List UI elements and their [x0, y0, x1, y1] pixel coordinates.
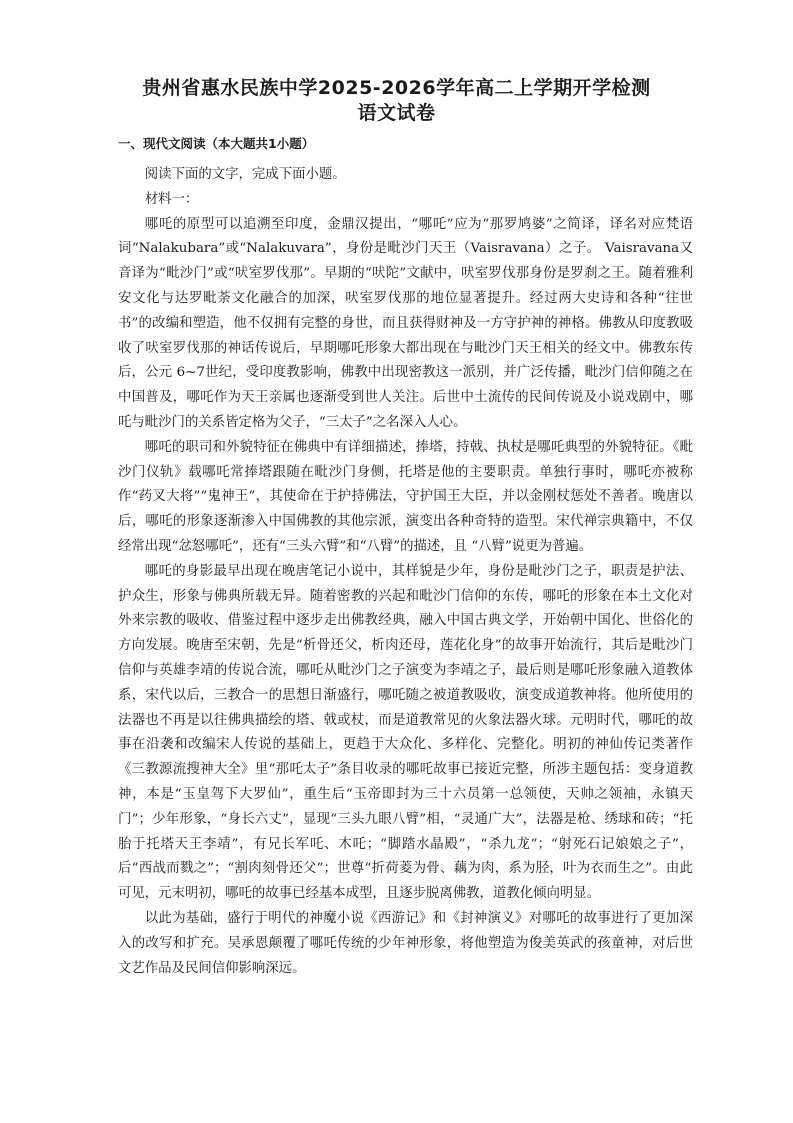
- instruction-paragraph: 阅读下面的文字，完成下面小题。: [144, 167, 346, 182]
- exam-title-line-1: 贵州省惠水民族中学2025-2026学年高二上学期开学检测: [142, 77, 651, 99]
- passage-paragraph-4: 以此为基础，盛行于明代的神魔小说《西游记》和《封神演义》对哪吒的故事进行了更加深入的改写和扩充。吴承恩颠覆了哪吒传统的少年神形象，将他塑造为俊美英武的孩童神，对后世文艺作品及民间信仰影响深远。: [118, 910, 693, 976]
- section-heading: 一、现代文阅读（本大题共1小题）: [118, 136, 315, 151]
- passage-paragraph-2: 哪吒的职司和外貌特征在佛典中有详细描述，捧塔，持戟、执杖是哪吒典型的外貌特征。《毗沙门仪轨》载哪吒常捧塔跟随在毗沙门身侧，托塔是他的主要职责。单独行事时，哪吒亦被称作“药叉大将”“鬼神王”，其使命在于护持佛法，守护国王大臣，并以金刚杖惩处不善者。晚唐以后，哪吒的形象逐渐渗入中国佛教的其他宗派，演变出各种奇特的造型。宋代禅宗典籍中，不仅经常出现“忿怒哪吒”，还有“三头六臂”和“八臂”的描述，且 “八臂”说更为普遍。: [118, 439, 693, 554]
- passage-paragraph-1: 哪吒的原型可以追溯至印度，金鼎汉提出，“哪吒”应为“那罗鸠婆”之简译，译名对应梵语词“Nalakubara”或“Nalakuvara”，身份是毗沙门天王（Vaisravana）之子。 Vaisravana又音译为“毗沙门”或“吠室罗伐那”。早期的“吠陀”文献中，吠室罗伐那身份是罗刹之王。随着雅利安文化与达罗毗荼文化融合的加深，吠室罗伐那的地位显著提升。经过两大史诗和各种“往世书”的改编和塑造，他不仅拥有完整的身世，而且获得财神及一方守护神的神格。佛教从印度教吸收了吠室罗伐那的神话传说后，早期哪吒形象大都出现在与毗沙门天王相关的经文中。佛教东传后，公元 6~7世纪，受印度教影响，佛教中出现密教这一派别，并广泛传播，毗沙门信仰随之在中国普及，哪吒作为天王亲属也逐渐受到世人关注。后世中土流传的民间传说及小说戏剧中，哪吒与毗沙门的关系皆定格为父子，“三太子”之名深入人心。: [118, 216, 693, 430]
- exam-title-line-2: 语文试卷: [357, 102, 436, 124]
- reading-passage: [118, 163, 693, 981]
- material-label: 材料一：: [144, 191, 199, 207]
- passage-paragraph-3: 哪吒的身影最早出现在晚唐笔记小说中，其样貌是少年，身份是毗沙门之子，职责是护法、护众生，形象与佛典所载无异。随着密教的兴起和毗沙门信仰的东传，哪吒的形象在本土文化对外来宗教的吸收、借鉴过程中逐步走出佛教经典，融入中国古典文学，开始朝中国化、世俗化的方向发展。晚唐至宋朝，先是“析骨还父，析肉还母，莲花化身”的故事开始流行，其后是毗沙门信仰与英雄李靖的传说合流，哪吒从毗沙门之子演变为李靖之子，最后则是哪吒形象融入道教体系，宋代以后，三教合一的思想日渐盛行，哪吒随之被道教吸收，演变成道教神将。他所使用的法器也不再是以往佛典描绘的塔、戟或杖，而是道教常见的火象法器火球。元明时代，哪吒的故事在沿袭和改编宋人传说的基础上，更趋于大众化、多样化、完整化。明初的神仙传记类著作《三教源流搜神大全》里“那吒太子”条目收录的哪吒故事已接近完整，所涉主题包括：变身道教神，本是“玉皇驾下大罗仙”，重生后“玉帝即封为三十六员第一总领使，天帅之领袖，永镇天门”；少年形象，“身长六丈”，显现“三头九眼八臂”相，“灵通广大”，法器是枪、绣球和砖；“托胎于托塔天王李靖”，有兄长军吒、木吒；“脚踏水晶殿”，“杀九龙”；“射死石记娘娘之子”，后“西战而戮之”；“割肉刻骨还父”；世尊“折荷菱为骨、藕为肉，系为胫，叶为衣而生之”。由此可见，元末明初，哪吒的故事已经基本成型，且逐步脱离佛教，道教化倾向明显。: [118, 563, 693, 902]
